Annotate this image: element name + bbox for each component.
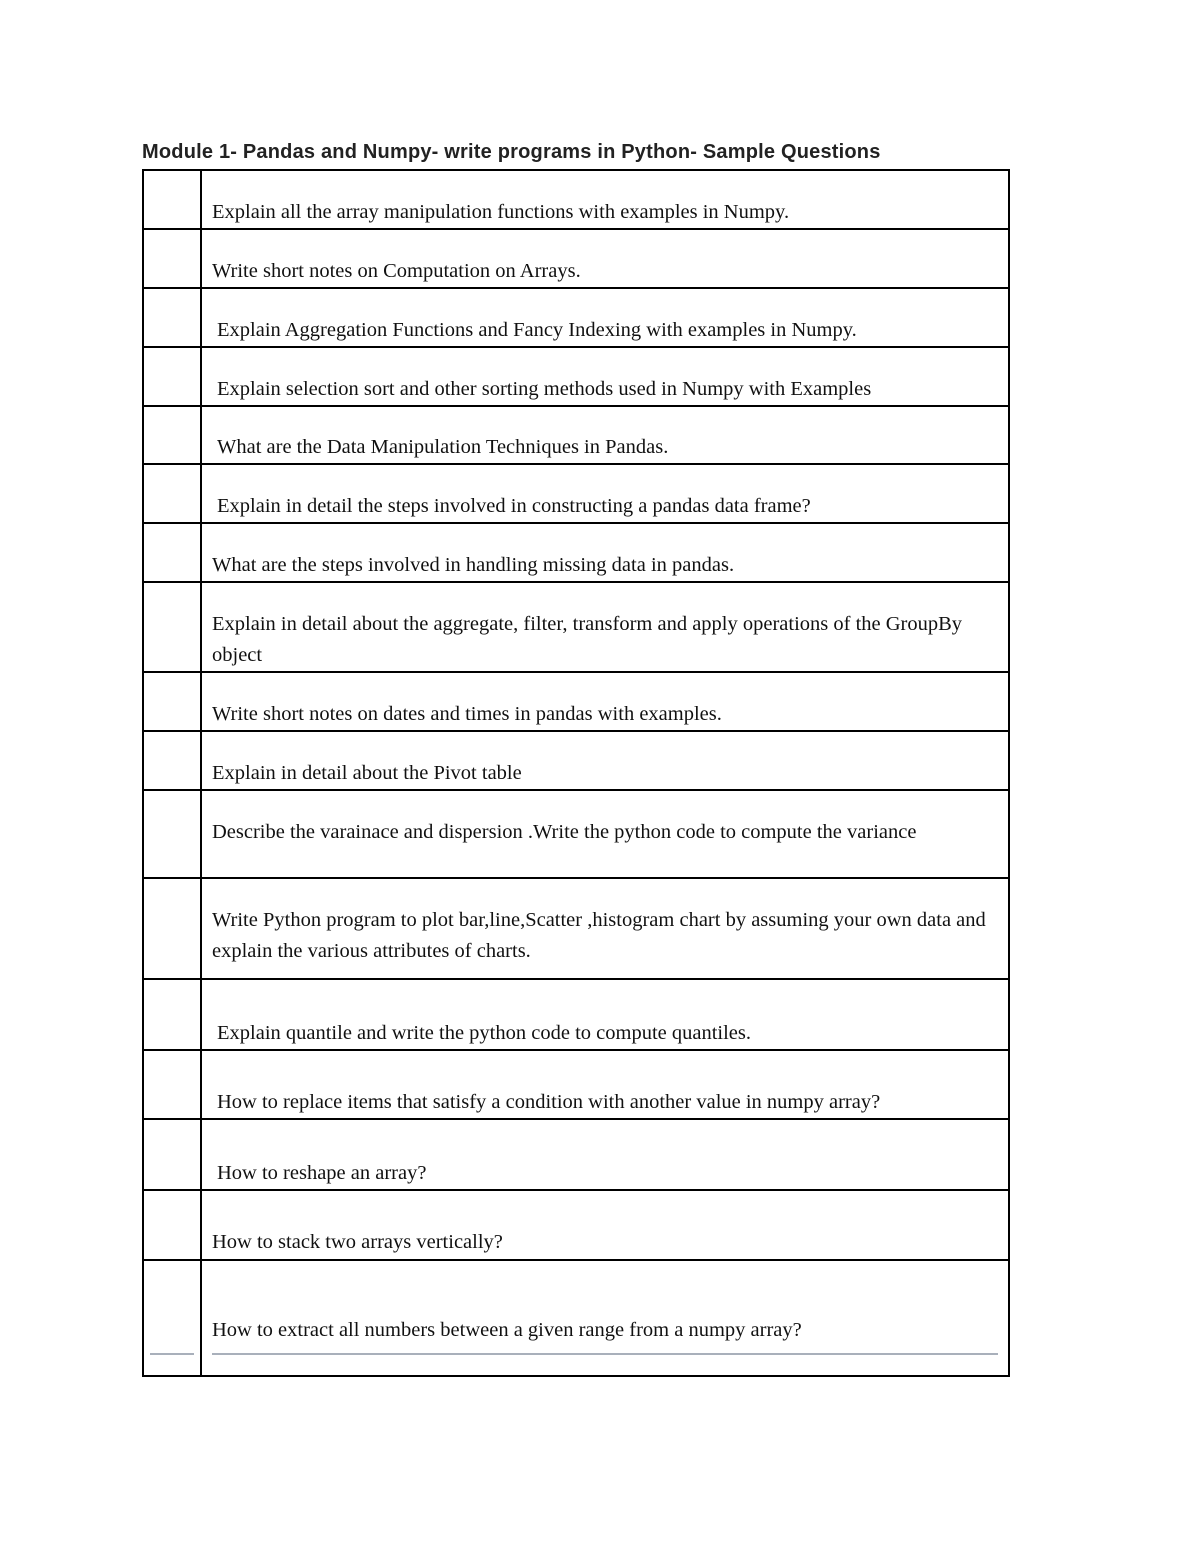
question-cell	[201, 979, 1009, 1050]
question-text: What are the steps involved in handling missing data in pandas.	[212, 554, 735, 576]
table-row	[143, 672, 1009, 731]
underline-rule	[150, 1353, 194, 1355]
question-text: Write Python program to plot bar,line,Scatter ,histogram chart by assuming your own data and explain the various attributes of charts.	[212, 909, 986, 962]
table-row	[143, 979, 1009, 1050]
question-cell	[201, 464, 1009, 523]
number-cell	[143, 523, 201, 582]
question-text: How to reshape an array?	[217, 1162, 427, 1184]
number-cell	[143, 464, 201, 523]
question-text: How to extract all numbers between a given range from a numpy array?	[212, 1319, 802, 1341]
question-cell	[201, 1190, 1009, 1260]
question-cell	[201, 1050, 1009, 1119]
number-cell	[143, 1050, 201, 1119]
question-cell	[201, 288, 1009, 347]
question-cell	[201, 582, 1009, 672]
question-cell	[201, 229, 1009, 288]
table-row	[143, 347, 1009, 406]
question-text: Explain selection sort and other sorting methods used in Numpy with Examples	[217, 378, 872, 400]
question-text: Explain Aggregation Functions and Fancy Indexing with examples in Numpy.	[217, 319, 857, 341]
question-text: Describe the varainace and dispersion .Write the python code to compute the variance	[212, 821, 917, 843]
question-text: Explain in detail about the Pivot table	[212, 762, 522, 784]
number-cell	[143, 1260, 201, 1376]
question-cell	[201, 170, 1009, 229]
question-cell	[201, 406, 1009, 464]
number-cell	[143, 731, 201, 790]
question-cell	[201, 1119, 1009, 1190]
question-cell	[201, 790, 1009, 878]
table-row	[143, 229, 1009, 288]
number-cell	[143, 229, 201, 288]
table-row	[143, 406, 1009, 464]
question-text: Explain quantile and write the python code to compute quantiles.	[217, 1022, 752, 1044]
table-row	[143, 1050, 1009, 1119]
number-cell	[143, 1190, 201, 1260]
number-cell	[143, 672, 201, 731]
question-text: Explain in detail the steps involved in constructing a pandas data frame?	[217, 495, 811, 517]
table-row	[143, 1190, 1009, 1260]
question-text: What are the Data Manipulation Techniques in Pandas.	[217, 436, 669, 458]
table-row	[143, 288, 1009, 347]
question-text: Explain in detail about the aggregate, filter, transform and apply operations of the GroupBy object	[212, 613, 963, 666]
question-cell	[201, 1260, 1009, 1376]
question-text: Explain all the array manipulation functions with examples in Numpy.	[212, 201, 790, 223]
question-cell	[201, 878, 1009, 979]
question-text: How to stack two arrays vertically?	[212, 1231, 503, 1253]
table-row	[143, 731, 1009, 790]
table-row	[143, 582, 1009, 672]
number-cell	[143, 790, 201, 878]
underline-rule	[212, 1353, 998, 1355]
table-row	[143, 878, 1009, 979]
number-cell	[143, 347, 201, 406]
number-cell	[143, 979, 201, 1050]
number-cell	[143, 1119, 201, 1190]
question-text: Write short notes on dates and times in pandas with examples.	[212, 703, 722, 725]
number-cell	[143, 170, 201, 229]
table-row	[143, 1260, 1009, 1376]
table-row	[143, 170, 1009, 229]
question-cell	[201, 347, 1009, 406]
question-cell	[201, 672, 1009, 731]
table-row	[143, 523, 1009, 582]
table-row	[143, 790, 1009, 878]
question-text: Write short notes on Computation on Arrays.	[212, 260, 581, 282]
page-title: Module 1- Pandas and Numpy- write programs in Python- Sample Questions	[142, 141, 881, 163]
questions-table	[142, 169, 1010, 1377]
number-cell	[143, 288, 201, 347]
question-text: How to replace items that satisfy a condition with another value in numpy array?	[217, 1091, 881, 1113]
number-cell	[143, 878, 201, 979]
table-row	[143, 1119, 1009, 1190]
question-cell	[201, 731, 1009, 790]
table-row	[143, 464, 1009, 523]
question-cell	[201, 523, 1009, 582]
number-cell	[143, 582, 201, 672]
number-cell	[143, 406, 201, 464]
